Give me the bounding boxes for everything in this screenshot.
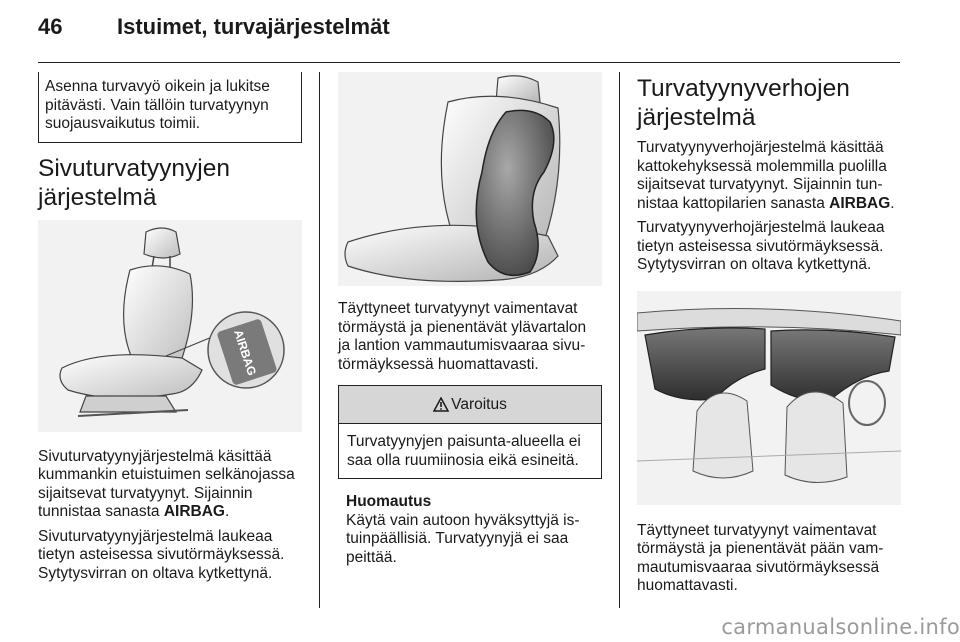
- curtain-airbag-paragraph-1: [637, 139, 901, 213]
- column-divider-1: [319, 72, 320, 608]
- curtain-airbag-paragraph-2: Turvatyynyverhojärjestelmä laukeaa tietyn asteisessa sivutörmäyksessä. Sytytysvirran on oltava kytkettynä.: [637, 219, 885, 273]
- inflated-side-airbag-caption: Täyttyneet turvatyynyt vaimentavat törmäystä ja pienentävät ylävartalon ja lantion vammautumisvaaraa sivutörmäyksessä huomattavasti.: [338, 300, 587, 373]
- note-text: Käytä vain autoon hyväksyttyjä istuinpäällisiä. Turvatyynyjä ei saa peittää.: [346, 511, 580, 566]
- c3p1-keyword: AIRBAG: [829, 194, 891, 212]
- side-airbag-heading-line2: järjestelmä: [38, 183, 157, 211]
- curtain-airbag-heading-line1: Turvatyynyverhojen: [637, 75, 850, 102]
- warning-box: [338, 385, 602, 479]
- note-title: Huomautus: [346, 493, 432, 510]
- column-1: [38, 72, 302, 583]
- warning-title: Varoitus: [451, 395, 507, 413]
- warning-header: [339, 386, 601, 424]
- p1-keyword: AIRBAG: [163, 503, 225, 520]
- inflated-seat-illustration: [338, 72, 602, 286]
- car-interior-illustration: [637, 291, 901, 505]
- p1-end: .: [224, 503, 230, 520]
- watermark: carmanualsonline.info: [721, 615, 960, 639]
- column-divider-2: [619, 72, 620, 608]
- curtain-airbag-caption: Täyttyneet turvatyynyt vaimentavat törmäystä ja pienentävät pään vammautumisvaaraa sivutörmäyksessä huomattavasti.: [637, 521, 884, 594]
- curtain-airbag-heading-line2: järjestelmä: [637, 104, 756, 131]
- page-number: 46: [38, 14, 63, 39]
- side-airbag-paragraph-2: Sivuturvatyynyjärjestelmä laukeaa tietyn asteisessa sivutörmäyksessä. Sytytysvirran on oltava kytkettynä.: [38, 527, 285, 582]
- c3p1-text: Turvatyynyverhojärjestelmä käsittää kattokehyksessä molemmilla puolilla sijaitsevat turvatyynyt. Sijainnin tunnistaa kattopilarien sanasta: [637, 139, 887, 212]
- side-airbag-paragraph-1: [38, 448, 302, 522]
- p1-text: Sivuturvatyynyjärjestelmä käsittää kummankin etuistuimen selkänojassa sijaitsevat turvatyynyt. Sijainnin tunnistaa sanasta: [38, 447, 295, 520]
- column-3: [637, 72, 901, 596]
- seat-illustration: [38, 220, 302, 432]
- seat-airbag-figure: [38, 220, 302, 432]
- column-2: [338, 72, 602, 567]
- seatbelt-notice-text: Asenna turvavyö oikein ja lukitse pitävästi. Vain tällöin turvatyynyn suojausvaikutus toimii.: [45, 78, 270, 132]
- header-divider: [38, 62, 900, 63]
- warning-text: Turvatyynyjen paisunta-alueella ei saa olla ruumiinosia eikä esineitä.: [347, 433, 581, 469]
- c3p1-end: .: [890, 194, 895, 212]
- airbag-label-text: AIRBAG: [231, 327, 260, 377]
- seatbelt-notice-box: [38, 72, 302, 143]
- inflated-side-airbag-figure: [338, 72, 602, 286]
- side-airbag-heading-line1: Sivuturvatyynyjen: [38, 154, 231, 182]
- page-title: Istuimet, turvajärjestelmät: [117, 14, 390, 39]
- side-airbag-heading: [38, 154, 302, 212]
- curtain-airbag-heading: [637, 74, 901, 132]
- warning-triangle-icon: [433, 397, 449, 412]
- curtain-airbag-figure: [637, 291, 901, 505]
- note-block: [338, 493, 602, 567]
